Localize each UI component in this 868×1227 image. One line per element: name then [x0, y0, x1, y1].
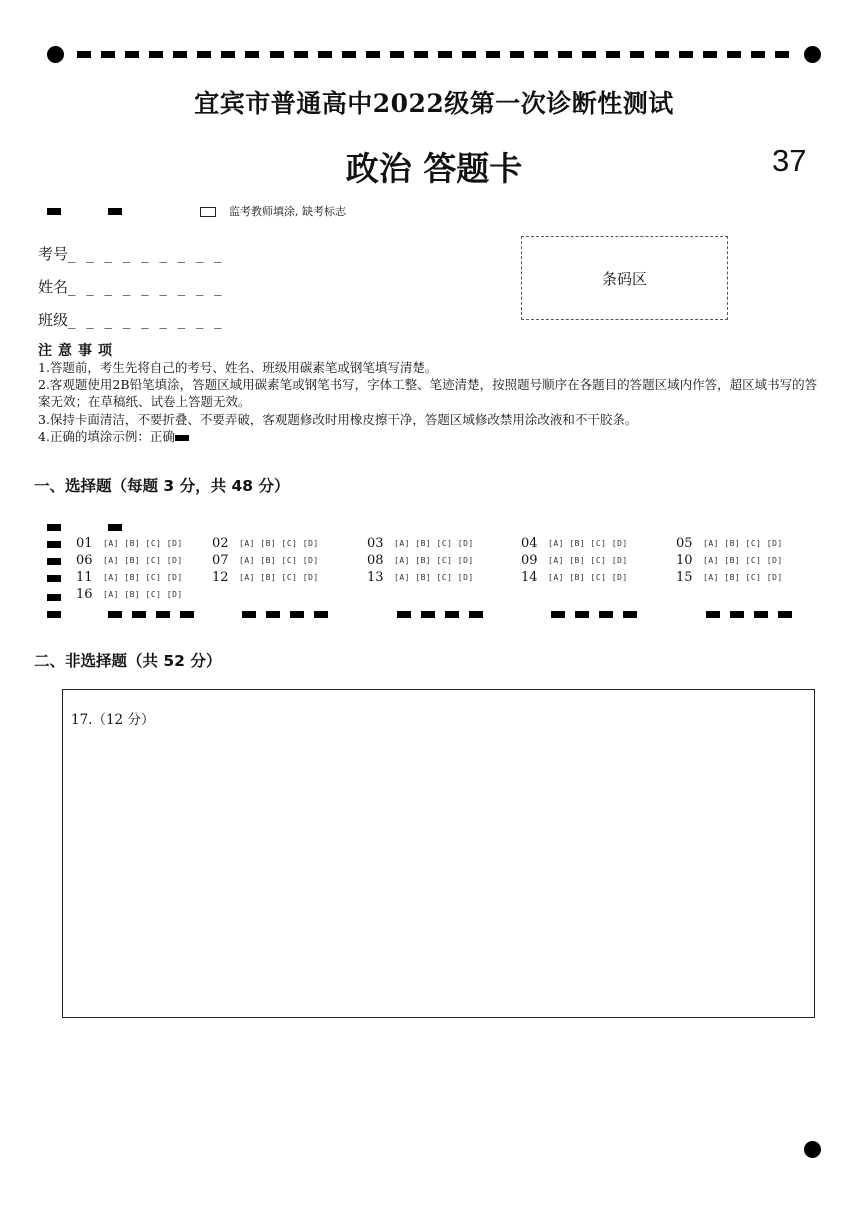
- timing-dash: [342, 51, 356, 58]
- question-number: 07: [212, 553, 229, 568]
- field-label: 班级: [38, 311, 69, 329]
- answer-options[interactable]: [A] [B] [C] [D]: [103, 539, 183, 548]
- timing-dash: [366, 51, 380, 58]
- timing-mark: [242, 611, 256, 618]
- question-number: 09: [521, 553, 538, 568]
- timing-mark: [469, 611, 483, 618]
- barcode-area: [521, 236, 728, 320]
- timing-dash: [294, 51, 308, 58]
- timing-dash: [270, 51, 284, 58]
- timing-mark: [132, 611, 146, 618]
- timing-dash: [703, 51, 717, 58]
- notes-title: 注意事项: [38, 343, 118, 359]
- timing-dash: [149, 51, 163, 58]
- note-item: 3.保持卡面清洁，不要折叠、不要弄破，客观题修改时用橡皮擦干净，答题区域修改禁用涂改液和不干胶条。: [38, 412, 638, 427]
- timing-dash: [727, 51, 741, 58]
- timing-mark: [290, 611, 304, 618]
- timing-mark: [47, 575, 61, 582]
- timing-dash: [534, 51, 548, 58]
- question-number: 02: [212, 536, 229, 551]
- section-choice-title: 一、选择题（每题 3 分，共 48 分）: [34, 477, 290, 495]
- section-nonchoice-title: 二、非选择题（共 52 分）: [34, 652, 222, 670]
- question-number: 08: [367, 553, 384, 568]
- timing-mark: [47, 611, 61, 618]
- question-number: 14: [521, 570, 538, 585]
- answer-options[interactable]: [A] [B] [C] [D]: [103, 573, 183, 582]
- timing-mark: [314, 611, 328, 618]
- note-item-example: [38, 428, 828, 445]
- absent-checkbox[interactable]: [200, 207, 216, 217]
- timing-mark: [421, 611, 435, 618]
- timing-dash: [679, 51, 693, 58]
- registration-dot-top-left: [47, 46, 64, 63]
- answer-options[interactable]: [A] [B] [C] [D]: [103, 590, 183, 599]
- answer-options[interactable]: [A] [B] [C] [D]: [548, 556, 628, 565]
- registration-dot-top-right: [804, 46, 821, 63]
- note-item: 1.答题前，考生先将自己的考号、姓名、班级用碳素笔或钢笔填写清楚。: [38, 360, 438, 375]
- answer-options[interactable]: [A] [B] [C] [D]: [548, 539, 628, 548]
- answer-options[interactable]: [A] [B] [C] [D]: [548, 573, 628, 582]
- registration-dot-bottom-right: [804, 1141, 821, 1158]
- timing-mark: [730, 611, 744, 618]
- timing-dash: [101, 51, 115, 58]
- answer-options[interactable]: [A] [B] [C] [D]: [239, 539, 319, 548]
- timing-dash: [173, 51, 187, 58]
- exam-number-field[interactable]: [38, 243, 225, 264]
- answer-area-17[interactable]: [62, 689, 815, 1018]
- question-number: 04: [521, 536, 538, 551]
- name-field[interactable]: [38, 276, 225, 297]
- timing-dash: [438, 51, 452, 58]
- timing-dash: [751, 51, 765, 58]
- note-item: 2.客观题使用2B铅笔填涂，答题区域用碳素笔或钢笔书写，字体工整、笔迹清楚，按照题号顺序在各题目的答题区域内作答，超区域书写的答案无效；在草稿纸、试卷上答题无效。: [38, 377, 818, 409]
- barcode-label: 条码区: [601, 269, 647, 288]
- timing-dash: [245, 51, 259, 58]
- timing-mark: [108, 611, 122, 618]
- timing-mark: [445, 611, 459, 618]
- timing-mark: [47, 208, 61, 215]
- timing-dash: [655, 51, 669, 58]
- timing-mark: [575, 611, 589, 618]
- timing-mark: [754, 611, 768, 618]
- timing-mark: [108, 208, 122, 215]
- answer-options[interactable]: [A] [B] [C] [D]: [703, 556, 783, 565]
- timing-dash: [582, 51, 596, 58]
- card-title: 政治 答题卡: [345, 149, 523, 188]
- answer-options[interactable]: [A] [B] [C] [D]: [239, 573, 319, 582]
- timing-dash: [606, 51, 620, 58]
- timing-mark: [266, 611, 280, 618]
- absent-label: 监考教师填涂, 缺考标志: [229, 205, 346, 218]
- answer-options[interactable]: [A] [B] [C] [D]: [394, 573, 474, 582]
- answer-options[interactable]: [A] [B] [C] [D]: [703, 539, 783, 548]
- question-number: 15: [676, 570, 693, 585]
- timing-mark: [778, 611, 792, 618]
- timing-mark: [47, 558, 61, 565]
- timing-dash: [462, 51, 476, 58]
- filled-sample-mark: [175, 435, 189, 441]
- timing-mark: [706, 611, 720, 618]
- question-number: 03: [367, 536, 384, 551]
- page-number: 37: [772, 143, 807, 178]
- question-number: 11: [76, 570, 93, 585]
- exam-title: 宜宾市普通高中2022级第一次诊断性测试: [194, 89, 674, 118]
- question-number: 05: [676, 536, 693, 551]
- answer-options[interactable]: [A] [B] [C] [D]: [239, 556, 319, 565]
- timing-mark: [47, 594, 61, 601]
- field-line: _ _ _ _ _ _ _ _ _: [68, 245, 225, 263]
- timing-dash: [390, 51, 404, 58]
- timing-mark: [180, 611, 194, 618]
- timing-mark: [156, 611, 170, 618]
- question-number: 12: [212, 570, 229, 585]
- field-line: _ _ _ _ _ _ _ _ _: [68, 278, 225, 296]
- answer-options[interactable]: [A] [B] [C] [D]: [394, 539, 474, 548]
- question-number: 06: [76, 553, 93, 568]
- timing-mark: [397, 611, 411, 618]
- question-number: 16: [76, 587, 93, 602]
- timing-dash: [414, 51, 428, 58]
- field-line: _ _ _ _ _ _ _ _ _: [68, 311, 225, 329]
- timing-mark: [551, 611, 565, 618]
- question-number: 13: [367, 570, 384, 585]
- timing-mark: [47, 524, 61, 531]
- timing-dash: [775, 51, 789, 58]
- timing-dash: [486, 51, 500, 58]
- timing-mark: [108, 524, 122, 531]
- timing-mark: [47, 541, 61, 548]
- timing-dash: [77, 51, 91, 58]
- timing-dash: [630, 51, 644, 58]
- answer-options[interactable]: [A] [B] [C] [D]: [103, 556, 183, 565]
- answer-options[interactable]: [A] [B] [C] [D]: [394, 556, 474, 565]
- timing-dash: [125, 51, 139, 58]
- timing-dash: [197, 51, 211, 58]
- field-label: 姓名: [38, 278, 69, 296]
- timing-dash: [221, 51, 235, 58]
- timing-dash: [558, 51, 572, 58]
- timing-mark: [599, 611, 613, 618]
- question-17-label: 17.（12 分）: [71, 712, 155, 728]
- timing-mark-row: [77, 51, 789, 58]
- note-text: 4.正确的填涂示例：正确: [38, 429, 175, 444]
- class-field[interactable]: [38, 309, 225, 330]
- field-label: 考号: [38, 245, 69, 263]
- timing-mark: [623, 611, 637, 618]
- question-number: 01: [76, 536, 93, 551]
- timing-dash: [510, 51, 524, 58]
- timing-dash: [318, 51, 332, 58]
- answer-options[interactable]: [A] [B] [C] [D]: [703, 573, 783, 582]
- question-number: 10: [676, 553, 693, 568]
